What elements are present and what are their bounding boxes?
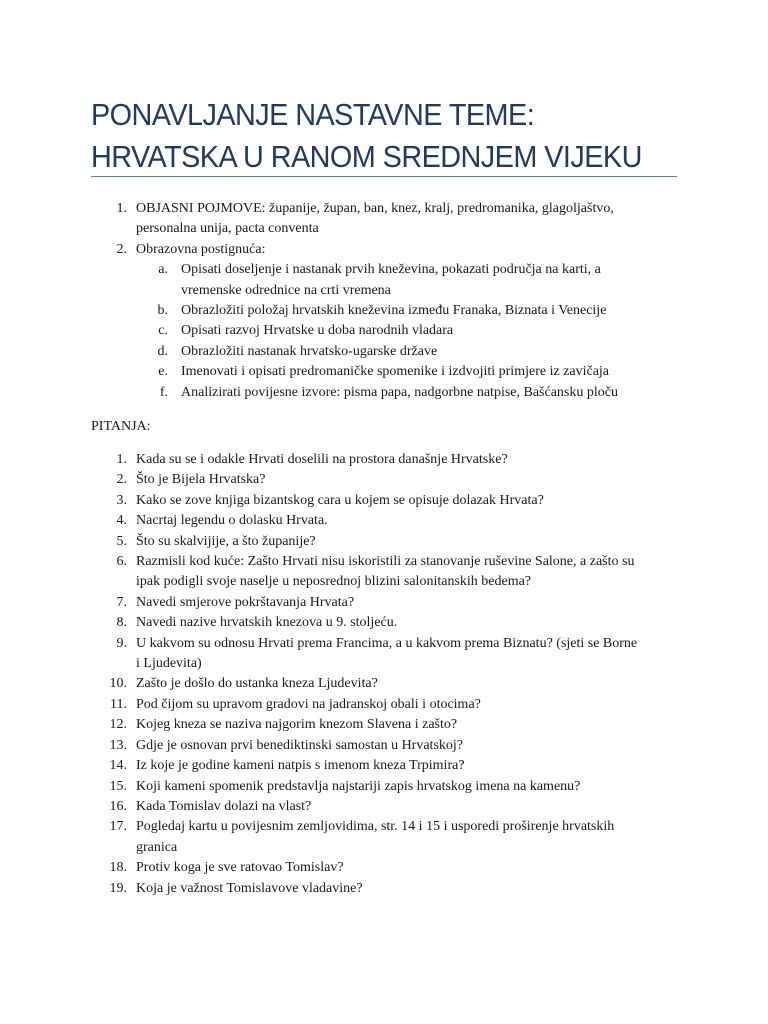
question-item <box>91 634 691 675</box>
sub-item-letter: a. <box>158 262 168 278</box>
question-text-line: Pod čijom su upravom gradovi na jadranskoj obali i otocima? <box>136 696 481 712</box>
question-number: 8. <box>116 615 127 631</box>
question-number: 6. <box>116 554 127 570</box>
question-number: 4. <box>116 513 127 529</box>
item-text-line: Obrazovna postignuća: <box>136 241 266 257</box>
question-text-line: Kako se zove knjiga bizantskog cara u kojem se opisuje dolazak Hrvata? <box>136 492 544 508</box>
sub-list-item <box>91 383 691 403</box>
question-number: 18. <box>109 860 127 876</box>
sub-list-item <box>91 260 691 301</box>
question-text-line: Protiv koga je sve ratovao Tomislav? <box>136 860 344 876</box>
question-text-line: Što je Bijela Hrvatska? <box>136 472 266 488</box>
question-item <box>91 470 691 490</box>
sub-item-text-line: Opisati razvoj Hrvatske u doba narodnih vladara <box>181 323 454 339</box>
question-item <box>91 777 691 797</box>
question-number: 10. <box>109 676 127 692</box>
question-text-line: granica <box>136 839 178 855</box>
sub-list-item <box>91 362 691 382</box>
page-title <box>91 94 649 178</box>
section-label-pitanja: PITANJA: <box>91 419 151 434</box>
question-text-line: Što su skalvijije, a što županije? <box>136 533 316 549</box>
question-text-line: Nacrtaj legendu o dolasku Hrvata. <box>136 513 328 529</box>
question-text-line: Navedi nazive hrvatskih knezova u 9. stoljeću. <box>136 615 398 631</box>
item-number: 1. <box>116 201 127 216</box>
question-number: 15. <box>109 778 127 794</box>
sub-item-letter: b. <box>157 303 168 319</box>
item-text-line: personalna unija, pacta conventa <box>136 221 319 237</box>
question-number: 19. <box>109 880 127 896</box>
title-divider <box>91 176 677 177</box>
question-text-line: i Ljudevita) <box>136 656 202 672</box>
item-number: 2. <box>116 241 127 257</box>
question-item <box>91 715 691 735</box>
sub-item-text-line: Imenovati i opisati predromaničke spomenike i izdvojiti primjere iz zavičaja <box>181 364 610 380</box>
question-item <box>91 511 691 531</box>
question-number: 5. <box>116 533 127 549</box>
question-number: 12. <box>109 717 127 733</box>
sub-item-text-line: vremenske odrednice na crti vremena <box>181 282 391 298</box>
question-item <box>91 695 691 715</box>
question-item <box>91 879 691 899</box>
question-item <box>91 491 691 511</box>
question-text-line: Koja je važnost Tomislavove vladavine? <box>136 880 363 896</box>
sub-list-item <box>91 321 691 341</box>
question-item <box>91 552 691 593</box>
question-text-line: Kojeg kneza se naziva najgorim knezom Slavena i zašto? <box>136 717 458 733</box>
question-text-line: Razmisli kod kuće: Zašto Hrvati nisu iskoristili za stanovanje ruševine Salone, a zašto su <box>136 554 635 570</box>
item-text-line: OBJASNI POJMOVE: županije, župan, ban, knez, kralj, predromanika, glagoljaštvo, <box>136 201 614 216</box>
question-item <box>91 450 691 470</box>
question-text-line: Iz koje je godine kameni natpis s imenom kneza Trpimira? <box>136 758 465 774</box>
question-text-line: ipak podigli svoje naselje u neposrednoj blizini salonitanskih bedema? <box>136 574 532 590</box>
question-number: 9. <box>116 635 127 651</box>
question-number: 1. <box>116 452 127 467</box>
questions-list <box>91 450 691 899</box>
question-item <box>91 674 691 694</box>
question-item <box>91 532 691 552</box>
question-text-line: Koji kameni spomenik predstavlja najstariji zapis hrvatskog imena na kamenu? <box>136 778 581 794</box>
question-text-line: Kada su se i odakle Hrvati doselili na prostora današnje Hrvatske? <box>136 452 508 467</box>
title-line-1: PONAVLJANJE NASTAVNE TEME: <box>91 97 535 132</box>
question-number: 11. <box>110 696 127 712</box>
question-item <box>91 613 691 633</box>
list-item <box>91 240 691 260</box>
sub-list-item <box>91 342 691 362</box>
question-number: 13. <box>109 737 127 753</box>
question-text-line: Zašto je došlo do ustanka kneza Ljudevita? <box>136 676 378 692</box>
question-item <box>91 817 691 858</box>
question-number: 17. <box>109 819 127 835</box>
question-item <box>91 593 691 613</box>
question-item <box>91 756 691 776</box>
question-text-line: Kada Tomislav dolazi na vlast? <box>136 798 312 814</box>
question-text-line: U kakvom su odnosu Hrvati prema Francima, a u kakvom prema Biznatu? (sjeti se Borne <box>136 635 638 651</box>
sub-item-letter: d. <box>157 343 168 359</box>
sub-item-letter: c. <box>158 323 168 339</box>
question-text-line: Pogledaj kartu u povijesnim zemljovidima, str. 14 i 15 i usporedi proširenje hrvatskih <box>136 819 615 835</box>
sub-item-text-line: Obrazložiti nastanak hrvatsko-ugarske države <box>181 343 438 359</box>
sub-item-text-line: Opisati doseljenje i nastanak prvih kneževina, pokazati područja na karti, a <box>181 262 601 278</box>
sub-list-item <box>91 301 691 321</box>
sub-item-text-line: Obrazložiti položaj hrvatskih kneževina između Franaka, Biznata i Venecije <box>181 303 607 319</box>
sub-item-letter: e. <box>158 364 168 380</box>
question-number: 7. <box>116 594 127 610</box>
question-number: 16. <box>109 798 127 814</box>
sub-item-text-line: Analizirati povijesne izvore: pisma papa, nadgorbne natpise, Bašćansku ploču <box>181 384 618 400</box>
question-item <box>91 736 691 756</box>
title-line-2: HRVATSKA U RANOM SREDNJEM VIJEKU <box>91 139 642 174</box>
question-number: 3. <box>116 492 127 508</box>
question-number: 2. <box>116 472 127 488</box>
question-item <box>91 797 691 817</box>
list-item <box>91 199 691 240</box>
question-item <box>91 858 691 878</box>
topics-list <box>91 199 691 403</box>
question-text-line: Navedi smjerove pokrštavanja Hrvata? <box>136 594 355 610</box>
question-text-line: Gdje je osnovan prvi benediktinski samostan u Hrvatskoj? <box>136 737 463 753</box>
sub-item-letter: f. <box>159 384 168 400</box>
question-number: 14. <box>109 758 127 774</box>
